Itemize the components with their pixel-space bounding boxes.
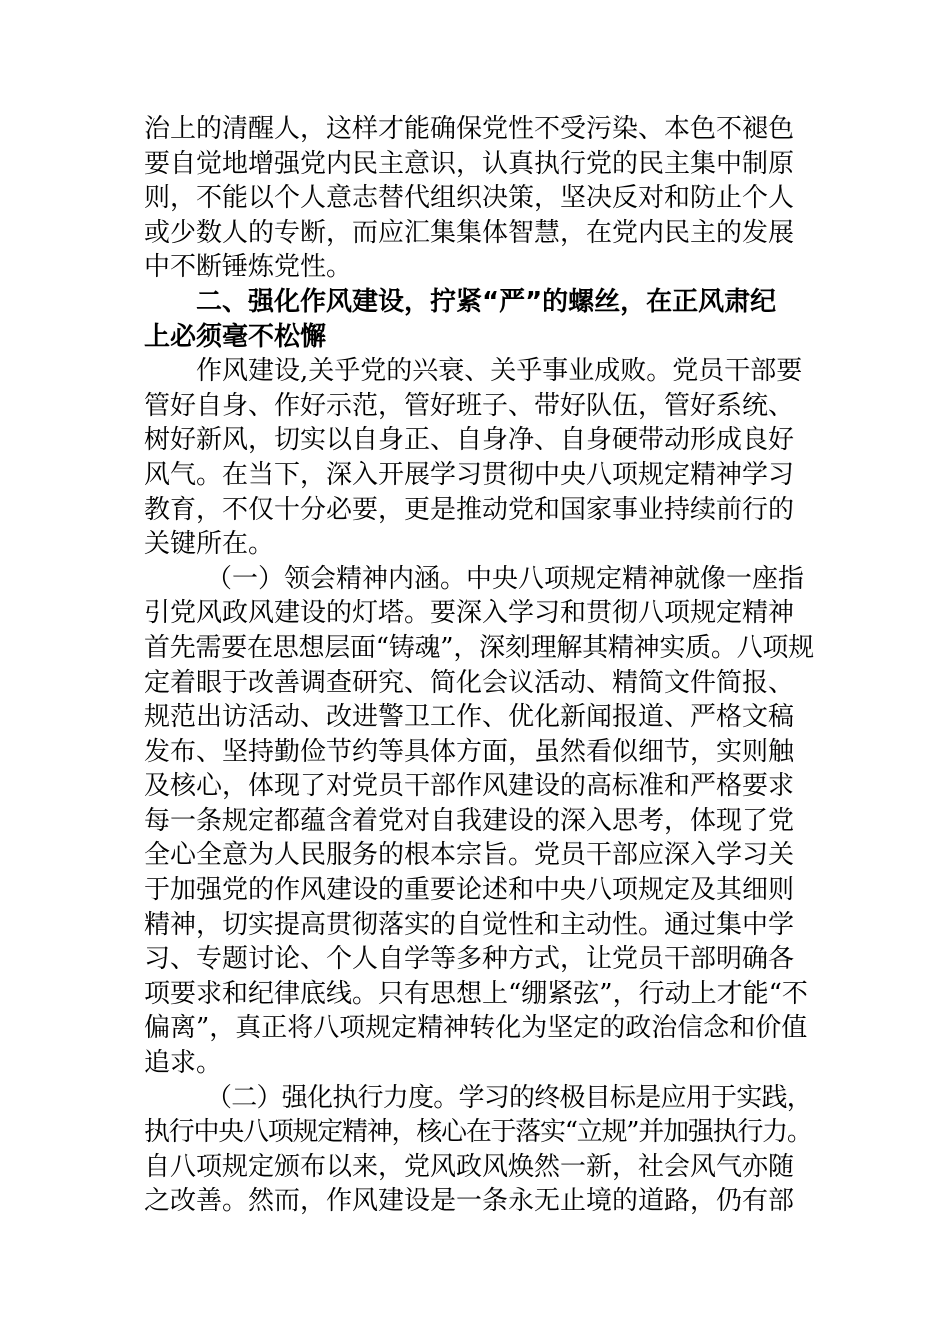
text-line: 自八项规定颁布以来，党风政风焕然一新，社会风气亦随 — [144, 1151, 795, 1182]
text-line: 之改善。然而，作风建设是一条永无止境的道路，仍有部 — [144, 1186, 795, 1217]
document-body — [144, 112, 814, 1219]
text-line: 偏离”，真正将八项规定精神转化为坚定的政治信念和价值 — [144, 1013, 808, 1044]
text-line: 风气。在当下，深入开展学习贯彻中央八项规定精神学习 — [144, 459, 795, 490]
text-line: 则，不能以个人意志替代组织决策，坚决反对和防止个人 — [144, 183, 795, 214]
text-line: 于加强党的作风建设的重要论述和中央八项规定及其细则 — [144, 875, 795, 906]
text-line: 中不断锤炼党性。 — [144, 252, 353, 283]
text-line: 全心全意为人民服务的根本宗旨。党员干部应深入学习关 — [144, 840, 795, 871]
text-line: 树好新风，切实以自身正、自身净、自身硬带动形成良好 — [144, 425, 795, 456]
text-line: 或少数人的专断，而应汇集集体智慧，在党内民主的发展 — [144, 217, 795, 248]
text-line: 关键所在。 — [144, 529, 275, 560]
text-line: 项要求和纪律底线。只有思想上“绷紧弦”，行动上才能“不 — [144, 978, 808, 1009]
text-line: 执行中央八项规定精神，核心在于落实“立规”并加强执行力。 — [144, 1117, 812, 1148]
text-line: 治上的清醒人，这样才能确保党性不受污染、本色不褪色 — [144, 114, 795, 144]
text-line: 作风建设,关乎党的兴衰、关乎事业成败。党员干部要 — [196, 356, 803, 387]
text-line: 首先需要在思想层面“铸魂”，深刻理解其精神实质。八项规 — [144, 632, 814, 663]
section-heading-continued: 上必须毫不松懈 — [144, 321, 327, 352]
text-line: 引党风政风建设的灯塔。要深入学习和贯彻八项规定精神 — [144, 598, 795, 629]
subsection-lead: （二）强化执行力度。学习的终极目标是应用于实践， — [206, 1082, 813, 1113]
text-line: 定着眼于改善调查研究、简化会议活动、精简文件简报、 — [144, 667, 795, 698]
text-line: 习、专题讨论、个人自学等多种方式，让党员干部明确各 — [144, 944, 795, 975]
text-line: 发布、坚持勤俭节约等具体方面，虽然看似细节，实则触 — [144, 736, 795, 767]
text-line: 及核心，体现了对党员干部作风建设的高标准和严格要求 — [144, 771, 795, 802]
subsection-lead: （一）领会精神内涵。中央八项规定精神就像一座指 — [206, 563, 805, 594]
text-line: 要自觉地增强党内民主意识，认真执行党的民主集中制原 — [144, 148, 795, 179]
text-line: 精神，切实提高贯彻落实的自觉性和主动性。通过集中学 — [144, 909, 795, 940]
text-line: 规范出访活动、改进警卫工作、优化新闻报道、严格文稿 — [144, 702, 795, 733]
text-line: 每一条规定都蕴含着党对自我建设的深入思考，体现了党 — [144, 805, 795, 836]
text-line: 管好自身、作好示范，管好班子、带好队伍，管好系统、 — [144, 390, 795, 421]
section-heading: 二、强化作风建设，拧紧“严”的螺丝，在正风肃纪 — [196, 286, 777, 317]
text-line: 追求。 — [144, 1048, 223, 1079]
text-line: 教育，不仅十分必要，更是推动党和国家事业持续前行的 — [144, 494, 795, 525]
